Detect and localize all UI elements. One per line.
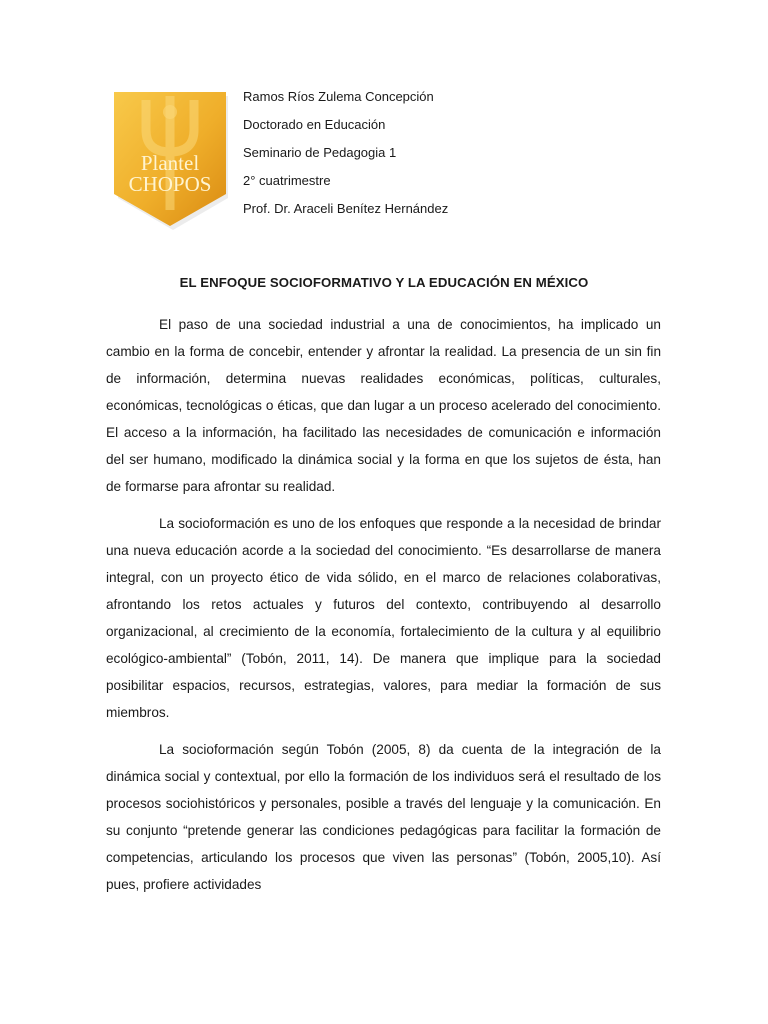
document-header <box>243 88 448 218</box>
document-body <box>106 311 661 908</box>
paragraph-3: La socioformación según Tobón (2005, 8) da cuenta de la integración de la dinámica social y contextual, por ello la formación de los individuos será el resultado de los procesos sociohistóricos y personales, posible a través del lenguaje y la comunicación. En su conjunto “pretende generar las condiciones pedagógicas para facilitar la formación de competencias, articulando los procesos que viven las personas” (Tobón, 2005,10). Así pues, profiere actividades <box>106 742 661 892</box>
logo-text-line2: CHOPOS <box>128 172 212 196</box>
paragraph-1: El paso de una sociedad industrial a una de conocimientos, ha implicado un cambio en la forma de concebir, entender y afrontar la realidad. La presencia de un sin fin de información, determina nuevas realidades económicas, políticas, culturales, económicas, tecnológicas o éticas, que dan lugar a un proceso acelerado del conocimiento. El acceso a la información, ha facilitado las necesidades de comunicación e información del ser humano, modificado la dinámica social y la forma en que los sujetos de ésta, han de formarse para afrontar su realidad. <box>106 317 661 494</box>
logo-emblem <box>110 90 232 232</box>
author-name: Ramos Ríos Zulema Concepción <box>243 89 434 104</box>
document-title: EL ENFOQUE SOCIOFORMATIVO Y LA EDUCACIÓN EN MÉXICO <box>179 275 589 290</box>
paragraph-2: La socioformación es uno de los enfoques que responde a la necesidad de brindar una nueva educación acorde a la sociedad del conocimiento. “Es desarrollarse de manera integral, con un proyecto ético de vida sólido, en el marco de relaciones colaborativas, afrontando los retos actuales y futuros del contexto, contribuyendo al desarrollo organizacional, al crecimiento de la economía, fortalecimiento de la cultura y al equilibrio ecológico-ambiental” (Tobón, 2011, 14). De manera que implique para la sociedad posibilitar espacios, recursos, estrategias, valores, para mediar la formación de sus miembros. <box>106 516 661 720</box>
plantel-chopos-logo <box>110 90 232 232</box>
logo-text-line1: Plantel <box>140 151 200 175</box>
seminar-name: Seminario de Pedagogia 1 <box>243 145 397 160</box>
term-label: 2° cuatrimestre <box>243 173 331 188</box>
program-name: Doctorado en Educación <box>243 117 386 132</box>
professor-name: Prof. Dr. Araceli Benítez Hernández <box>243 201 449 216</box>
